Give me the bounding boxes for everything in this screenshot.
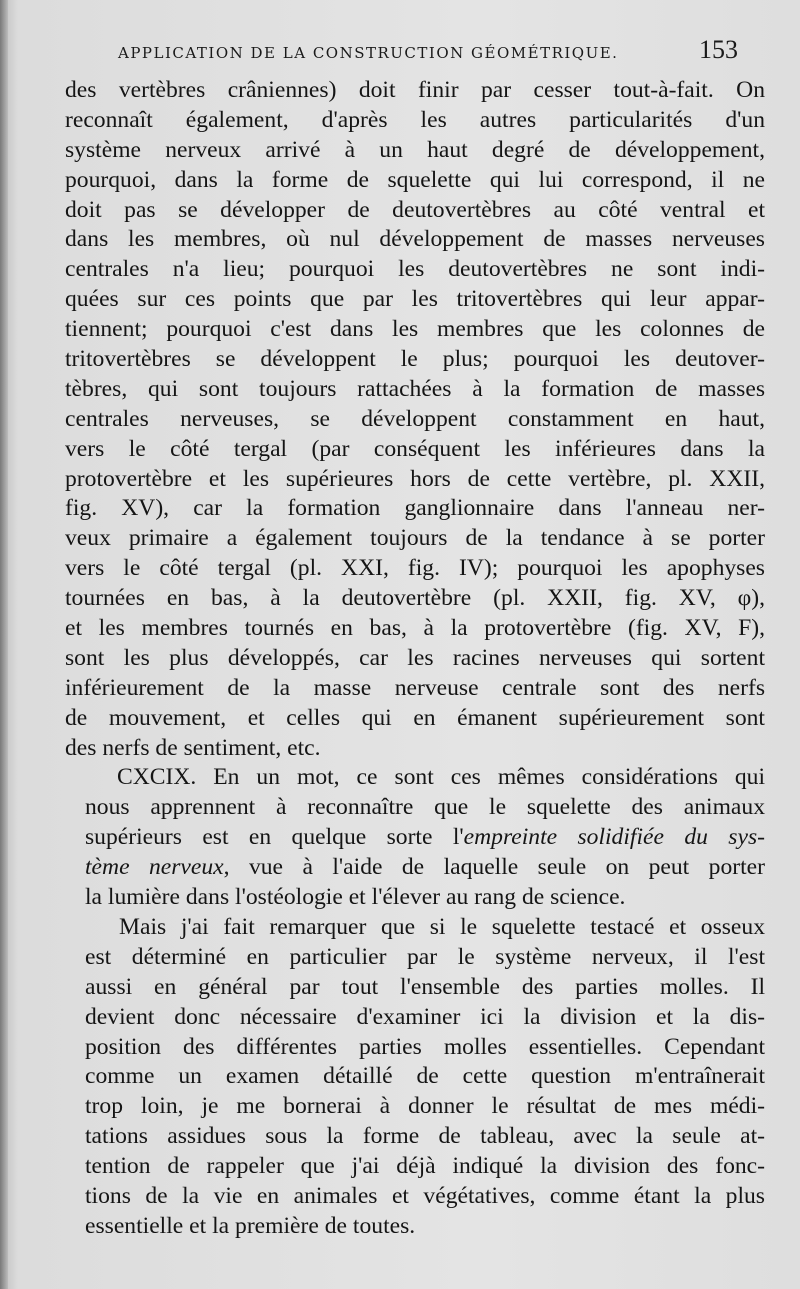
text-line: est déterminé en particulier par le système nerveux, il l'est <box>85 943 765 970</box>
page-spine-shadow <box>0 0 8 1289</box>
text-line: vers le côté tergal (par conséquent les inférieures dans la <box>65 435 765 462</box>
body-text <box>65 76 765 1242</box>
text-line: tions de la vie en animales et végétatives, comme étant la plus <box>85 1182 765 1209</box>
text-line: doit pas se développer de deutovertèbres au côté ventral et <box>65 196 765 223</box>
text-run: supérieurs est en quelque sorte l' <box>85 824 464 851</box>
text-line: centrales nerveuses, se développent constamment en haut, <box>65 405 765 432</box>
paragraph-2 <box>65 763 765 912</box>
text-line: sont les plus développés, car les racines nerveuses qui sortent <box>65 644 765 671</box>
text-line: position des différentes parties molles essentielles. Cependant <box>85 1033 765 1060</box>
text-line: centrales n'a lieu; pourquoi les deutovertèbres ne sont indi- <box>65 256 765 283</box>
text-line: quées sur ces points que par les tritovertèbres qui leur appar- <box>65 286 765 313</box>
text-line: nous apprennent à reconnaître que le squelette des animaux <box>85 794 765 821</box>
text-line: tention de rappeler que j'ai déjà indiqué la division des fonc- <box>85 1153 765 1180</box>
text-line: et les membres tournés en bas, à la protovertèbre (fig. XV, F), <box>65 615 765 642</box>
running-title: APPLICATION DE LA CONSTRUCTION GÉOMÉTRIQUE. <box>118 44 619 62</box>
text-line: trop loin, je me bornerai à donner le résultat de mes médi- <box>85 1093 765 1120</box>
text-line: pourquoi, dans la forme de squelette qui lui correspond, il ne <box>65 166 765 193</box>
page-number: 153 <box>699 35 738 64</box>
text-line: des vertèbres crâniennes) doit finir par cesser tout-à-fait. On <box>65 77 765 103</box>
text-line <box>65 853 765 883</box>
text-line: comme un examen détaillé de cette question m'entraînerait <box>85 1063 765 1090</box>
text-line: tèbres, qui sont toujours rattachées à la formation de masses <box>65 375 765 402</box>
text-line: reconnaît également, d'après les autres particularités d'un <box>65 106 765 133</box>
text-line: dans les membres, où nul développement de masses nerveuses <box>65 226 765 253</box>
text-line: essentielle et la première de toutes. <box>85 1212 416 1239</box>
running-head <box>118 35 738 65</box>
text-line: Mais j'ai fait remarquer que si le squelette testacé et osseux <box>119 913 765 940</box>
text-line: des nerfs de sentiment, etc. <box>65 734 321 761</box>
text-line: la lumière dans l'ostéologie et l'élever au rang de science. <box>85 884 626 911</box>
text-line: aussi en général par tout l'ensemble des parties molles. Il <box>85 973 765 1000</box>
text-line: système nerveux arrivé à un haut degré de développement, <box>65 136 765 163</box>
text-line: inférieurement de la masse nerveuse centrale sont des nerfs <box>65 674 765 701</box>
text-line: tations assidues sous la forme de tableau, avec la seule at- <box>85 1123 765 1150</box>
text-line: devient donc nécessaire d'examiner ici la division et la dis- <box>85 1003 765 1030</box>
text-line: vers le côté tergal (pl. XXI, fig. IV); pourquoi les apophyses <box>65 555 765 582</box>
text-line <box>65 823 765 853</box>
text-line: tournées en bas, à la deutovertèbre (pl. XXII, fig. XV, φ), <box>65 585 765 612</box>
italic-phrase: tème nerveux <box>85 854 224 881</box>
paragraph-1 <box>65 76 765 763</box>
italic-phrase: empreinte solidifiée du sys- <box>463 824 765 851</box>
text-run: , vue à l'aide de laquelle seule on peut porter <box>223 854 765 881</box>
text-line: tritovertèbres se développent le plus; pourquoi les deutover- <box>65 346 765 373</box>
text-line: fig. XV), car la formation ganglionnaire dans l'anneau ner- <box>65 495 765 522</box>
text-line: veux primaire a également toujours de la tendance à se porter <box>65 525 765 552</box>
text-line: CXCIX. En un mot, ce sont ces mêmes considérations qui <box>117 764 765 791</box>
paragraph-3 <box>65 913 765 1242</box>
text-line: protovertèbre et les supérieures hors de cette vertèbre, pl. XXII, <box>65 465 765 492</box>
text-line: de mouvement, et celles qui en émanent supérieurement sont <box>65 704 765 731</box>
text-line: tiennent; pourquoi c'est dans les membres que les colonnes de <box>65 316 765 343</box>
